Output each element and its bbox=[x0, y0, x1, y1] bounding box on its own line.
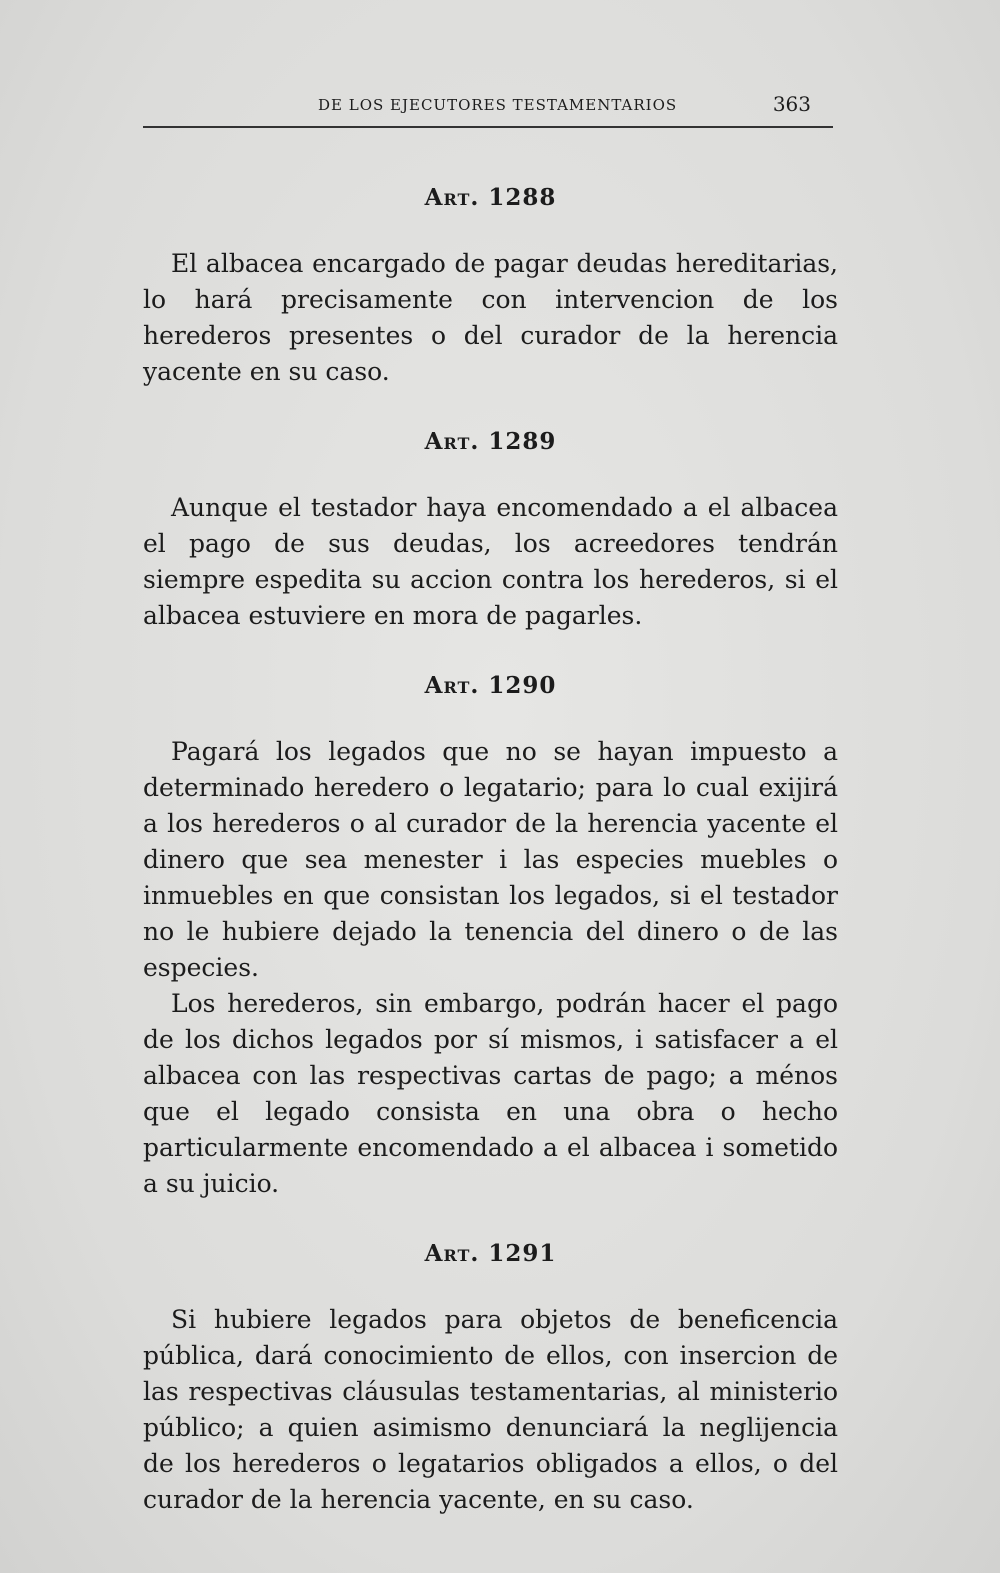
article-heading: Art. 1289 bbox=[424, 428, 557, 455]
body-text bbox=[143, 180, 838, 1518]
running-title: DE LOS EJECUTORES TESTAMENTARIOS bbox=[318, 96, 678, 114]
article-1289 bbox=[143, 424, 838, 634]
article-heading: Art. 1288 bbox=[424, 184, 557, 211]
article-paragraph: Si hubiere legados para objetos de beneficencia pública, dará conocimiento de ellos, con insercion de las respectivas cláusulas testamentarias, al ministerio público; a quien asimismo denunciará la neglijencia de los herederos o legatarios obligados a ellos, o del curador de la herencia yacente, en su caso. bbox=[143, 1305, 838, 1514]
article-1288 bbox=[143, 180, 838, 390]
page-header bbox=[143, 92, 833, 128]
article-paragraph: El albacea encargado de pagar deudas hereditarias, lo hará precisamente con intervencion de los herederos presentes o del curador de la herencia yacente en su caso. bbox=[143, 249, 838, 386]
article-heading: Art. 1291 bbox=[424, 1240, 557, 1267]
article-1291 bbox=[143, 1236, 838, 1518]
article-paragraph: Los herederos, sin embargo, podrán hacer el pago de los dichos legados por sí mismos, i satisfacer a el albacea con las respectivas cartas de pago; a ménos que el legado consista en una obra o hecho particularmente encomendado a el albacea i sometido a su juicio. bbox=[143, 989, 838, 1198]
article-paragraph: Aunque el testador haya encomendado a el albacea el pago de sus deudas, los acreedores tendrán siempre espedita su accion contra los herederos, si el albacea estuviere en mora de pagarles. bbox=[143, 493, 838, 630]
article-heading: Art. 1290 bbox=[424, 672, 557, 699]
article-1290 bbox=[143, 668, 838, 1202]
page-number: 363 bbox=[772, 92, 811, 116]
article-paragraph: Pagará los legados que no se hayan impuesto a determinado heredero o legatario; para lo cual exijirá a los herederos o al curador de la herencia yacente el dinero que sea menester i las especies muebles o inmuebles en que consistan los legados, si el testador no le hubiere dejado la tenencia del dinero o de las especies. bbox=[143, 737, 838, 982]
